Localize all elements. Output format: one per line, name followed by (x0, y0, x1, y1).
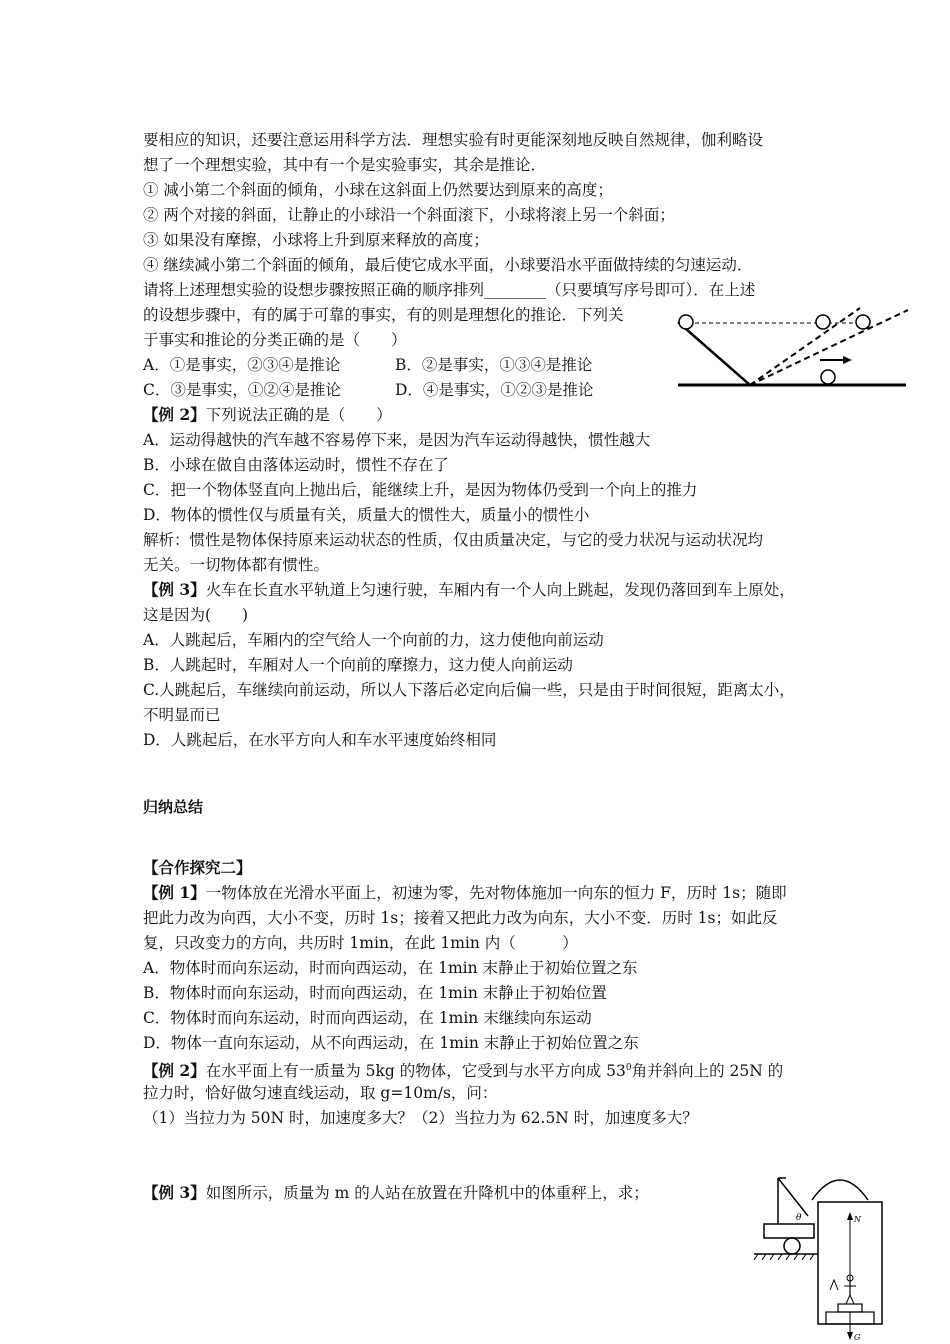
example-3 (143, 580, 795, 600)
ex3-option-d: D．人跳起后，在水平方向人和车水平速度始终相同 (143, 731, 497, 749)
step-1: ① 减小第二个斜面的倾角，小球在这斜面上仍然要达到原来的高度； (143, 181, 613, 199)
ex2-option-b: B．小球在做自由落体运动时，惯性不存在了 (143, 456, 449, 474)
coop-example-1-tag: 【例 1】 (143, 883, 206, 902)
coop-example-2-stem-b: 角并斜向上的 25N 的 (631, 1062, 784, 1081)
question-line-3: 于事实和推论的分类正确的是（ ） (143, 331, 407, 349)
gravity-arrowhead (847, 1332, 853, 1340)
ball-shallow (856, 315, 870, 329)
coop-example-3-tag: 【例 3】 (143, 1183, 206, 1202)
c-ex1-option-d: D．物体一直向东运动，从不向西运动，在 1min 末静止于初始位置之东 (143, 1034, 639, 1052)
weighing-scale (838, 1304, 862, 1312)
ex3-option-c-cont: 不明显而已 (143, 706, 221, 724)
ball-start (679, 315, 693, 329)
first-incline (678, 322, 750, 385)
ex3-stem-2: 这是因为( ) (143, 606, 249, 624)
ground-hatch (754, 1254, 814, 1260)
ex3-option-b: B．人跳起时，车厢对人一个向前的摩擦力，这力使人向前运动 (143, 656, 573, 674)
example-2 (143, 405, 392, 425)
normal-force-arrowhead (847, 1212, 853, 1220)
ex2-option-d: D．物体的惯性仅与质量有关，质量大的惯性大，质量小的惯性小 (143, 506, 590, 524)
summary-heading: 归纳总结 (143, 798, 204, 816)
example-3-stem: 火车在长直水平轨道上匀速行驶，车厢内有一个人向上跳起，发现仍落回到车上原处， (205, 581, 795, 599)
step-3: ③ 如果没有摩擦，小球将上升到原来释放的高度； (143, 231, 489, 249)
c-ex1-option-b: B．物体时而向东运动，时而向西运动，在 1min 末静止于初始位置 (143, 984, 607, 1002)
option-d: D．④是事实，①②③是推论 (395, 381, 594, 399)
pulley-arc (812, 1180, 868, 1200)
intro-line-1: 要相应的知识，还要注意运用科学方法．理想实验有时更能深刻地反映自然规律，伽利略设 (143, 131, 764, 149)
option-c: C．③是事实，①②④是推论 (143, 381, 341, 399)
question-text: 请将上述理想实验的设想步骤按照正确的顺序排列 (143, 281, 485, 299)
motion-arrowhead (843, 356, 852, 364)
step-2: ② 两个对接的斜面，让静止的小球沿一个斜面滚下，小球将滚上另一个斜面； (143, 206, 675, 224)
coop-example-2 (143, 1058, 783, 1081)
coop-example-1-stem: 一物体放在光滑水平面上，初速为零，先对物体施加一向东的恒力 F，历时 1s；随即 (205, 884, 787, 902)
ball-steep (816, 315, 830, 329)
theta-label: θ (796, 1213, 802, 1223)
cart-wheel (784, 1238, 800, 1254)
coop-example-3 (143, 1183, 649, 1203)
intro-line-2: 想了一个理想实验，其中有一个是实验事实，其余是推论． (143, 156, 547, 174)
question-line-1 (143, 280, 755, 300)
coop-example-2-stem-a: 在水平面上有一质量为 5kg 的物体，它受到与水平方向成 53 (205, 1062, 626, 1081)
coop-example-3-stem: 如图所示，质量为 m 的人站在放置在升降机中的体重秤上，求； (205, 1184, 649, 1202)
c-ex2-question: （1）当拉力为 50N 时，加速度多大？（2）当拉力为 62.5N 时，加速度多大？ (143, 1109, 698, 1127)
hand-figure (830, 1280, 838, 1290)
elevator-scale-figure (750, 1160, 910, 1340)
coop-example-1 (143, 883, 787, 903)
c-ex2-stem-2: 拉力时，恰好做匀速直线运动，取 g=10m/s，问： (143, 1084, 498, 1102)
example-2-stem: 下列说法正确的是（ ） (205, 406, 392, 424)
second-incline-steep (750, 308, 860, 385)
c-ex1-option-c: C．物体时而向东运动，时而向西运动，在 1min 末继续向东运动 (143, 1009, 592, 1027)
ex2-analysis-1: 解析：惯性是物体保持原来运动状态的性质，仅由质量决定，与它的受力状况与运动状况均 (143, 531, 764, 549)
example-2-tag: 【例 2】 (143, 405, 206, 424)
normal-force-label: N (854, 1215, 861, 1224)
ex3-option-c: C.人跳起后，车继续向前运动，所以人下落后必定向后偏一些，只是由于时间很短，距离太小， (143, 681, 795, 699)
c-ex1-option-a: A．物体时而向东运动，时而向西运动，在 1min 末静止于初始位置之东 (143, 959, 638, 977)
cart-body (764, 1224, 814, 1238)
degree-superscript: 0 (625, 1063, 632, 1073)
galileo-incline-figure (660, 300, 910, 395)
step-4: ④ 继续减小第二个斜面的倾角，最后使它成水平面，小球要沿水平面做持续的匀速运动． (143, 256, 753, 274)
person-leg-left (846, 1295, 850, 1304)
option-b: B．②是事实，①③④是推论 (395, 356, 593, 374)
coop-example-2-tag: 【例 2】 (143, 1061, 206, 1081)
gravity-label: G (854, 1333, 861, 1342)
ex2-option-c: C．把一个物体竖直向上抛出后，能继续上升，是因为物体仍受到一个向上的推力 (143, 481, 698, 499)
c-ex1-stem-3: 复，只改变力的方向，共历时 1min，在此 1min 内（ ） (143, 934, 578, 952)
person-leg-right (850, 1295, 854, 1304)
ex2-analysis-2: 无关。一切物体都有惯性。 (143, 556, 330, 574)
answer-blank: ________ (484, 281, 547, 299)
ex2-option-a: A．运动得越快的汽车越不容易停下来，是因为汽车运动得越快，惯性越大 (143, 431, 651, 449)
ex3-option-a: A．人跳起后，车厢内的空气给人一个向前的力，这力使他向前运动 (143, 631, 604, 649)
question-tail: （只要填写序号即可）．在上述 (546, 281, 756, 299)
c-ex1-stem-2: 把此力改为向西，大小不变，历时 1s；接着又把此力改为向东，大小不变．历时 1s；如此反 (143, 909, 778, 927)
example-3-tag: 【例 3】 (143, 580, 206, 599)
coop-heading: 【合作探究二】 (143, 858, 252, 877)
ball-horizontal (821, 370, 835, 384)
option-a: A．①是事实，②③④是推论 (143, 356, 341, 374)
question-line-2: 的设想步骤中，有的属于可靠的事实，有的则是理想化的推论．下列关 (143, 306, 624, 324)
left-frame-diagonal (778, 1178, 808, 1216)
